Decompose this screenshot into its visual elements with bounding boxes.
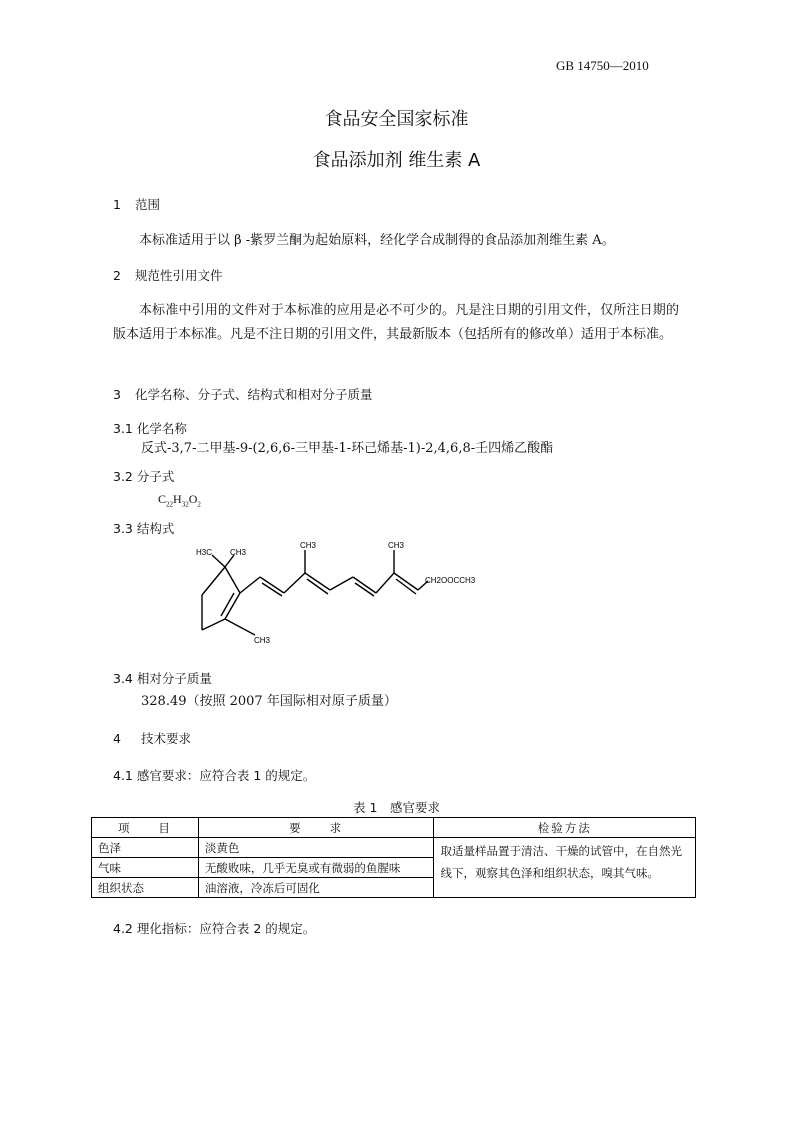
molecular-formula: $C_{22}H_{32}O_2$ <box>158 492 201 509</box>
section-number: 4 <box>113 731 121 746</box>
ring-methyl-label: CH3 <box>254 636 271 645</box>
section-title: 化学名称、分子式、结构式和相对分子质量 <box>135 387 373 402</box>
table-1-caption: 表 1 感官要求 <box>353 800 440 815</box>
section-3-1-heading: 3.1 化学名称 <box>113 421 187 436</box>
requirement-cell: 油溶液，冷冻后可固化 <box>198 878 434 898</box>
section-4-2-heading: 4.2 理化指标：应符合表 2 的规定。 <box>113 921 316 936</box>
chain-methyl-label: CH3 <box>388 541 405 550</box>
section-4-heading <box>113 729 191 747</box>
chemical-name: 反式-3,7-二甲基-9-(2,6,6-三甲基-1-环己烯基-1)-2,4,6,8-壬四烯乙酸酯 <box>141 441 554 456</box>
section-title: 规范性引用文件 <box>135 268 223 283</box>
section-1-text: 本标准适用于以 β -紫罗兰酮为起始原料，经化学合成制得的食品添加剂维生素 A。 <box>139 233 615 248</box>
ester-group-label: CH2OOCCH3 <box>425 576 476 585</box>
section-2-text: 本标准中引用的文件对于本标准的应用是必不可少的。凡是注日期的引用文件，仅所注日期的版本适用于本标准。凡是不注日期的引用文件，其最新版本（包括所有的修改单）适用于本标准。 <box>113 303 679 342</box>
section-title: 范围 <box>135 197 161 212</box>
method-cell: 取适量样品置于清洁、干燥的试管中，在自然光线下，观察其色泽和组织状态，嗅其气味。 <box>434 838 696 898</box>
sensory-requirements-table <box>91 817 696 898</box>
molecular-weight: 328.49（按照 2007 年国际相对原子质量） <box>141 694 397 709</box>
section-number: 2 <box>113 268 121 283</box>
structural-formula <box>190 535 490 655</box>
requirement-cell: 淡黄色 <box>198 838 434 858</box>
section-3-3-heading: 3.3 结构式 <box>113 521 175 536</box>
item-cell: 组织状态 <box>92 878 199 898</box>
item-cell: 气味 <box>92 858 199 878</box>
column-header-requirement: 要 求 <box>198 818 434 838</box>
document-subtitle: 食品添加剂 维生素 A <box>312 150 481 171</box>
section-3-2-heading: 3.2 分子式 <box>113 469 175 484</box>
column-header-method: 检验方法 <box>434 818 696 838</box>
section-title: 技术要求 <box>141 731 192 746</box>
section-number: 1 <box>113 197 121 212</box>
document-title: 食品安全国家标准 <box>324 109 469 130</box>
section-3-4-heading: 3.4 相对分子质量 <box>113 671 212 686</box>
column-header-item: 项 目 <box>92 818 199 838</box>
section-1-heading <box>113 195 160 213</box>
item-cell: 色泽 <box>92 838 199 858</box>
section-3-heading <box>113 385 373 403</box>
table-row <box>92 838 696 858</box>
chain-methyl-label: CH3 <box>300 541 317 550</box>
table-header-row <box>92 818 696 838</box>
section-2-heading <box>113 266 223 284</box>
gem-methyl-label: H3C <box>196 548 213 557</box>
requirement-cell: 无酸败味，几乎无臭或有微弱的鱼腥味 <box>198 858 434 878</box>
standard-number: GB 14750—2010 <box>556 58 649 73</box>
section-number: 3 <box>113 387 121 402</box>
section-4-1-heading: 4.1 感官要求：应符合表 1 的规定。 <box>113 768 316 783</box>
gem-methyl-label: CH3 <box>230 548 247 557</box>
